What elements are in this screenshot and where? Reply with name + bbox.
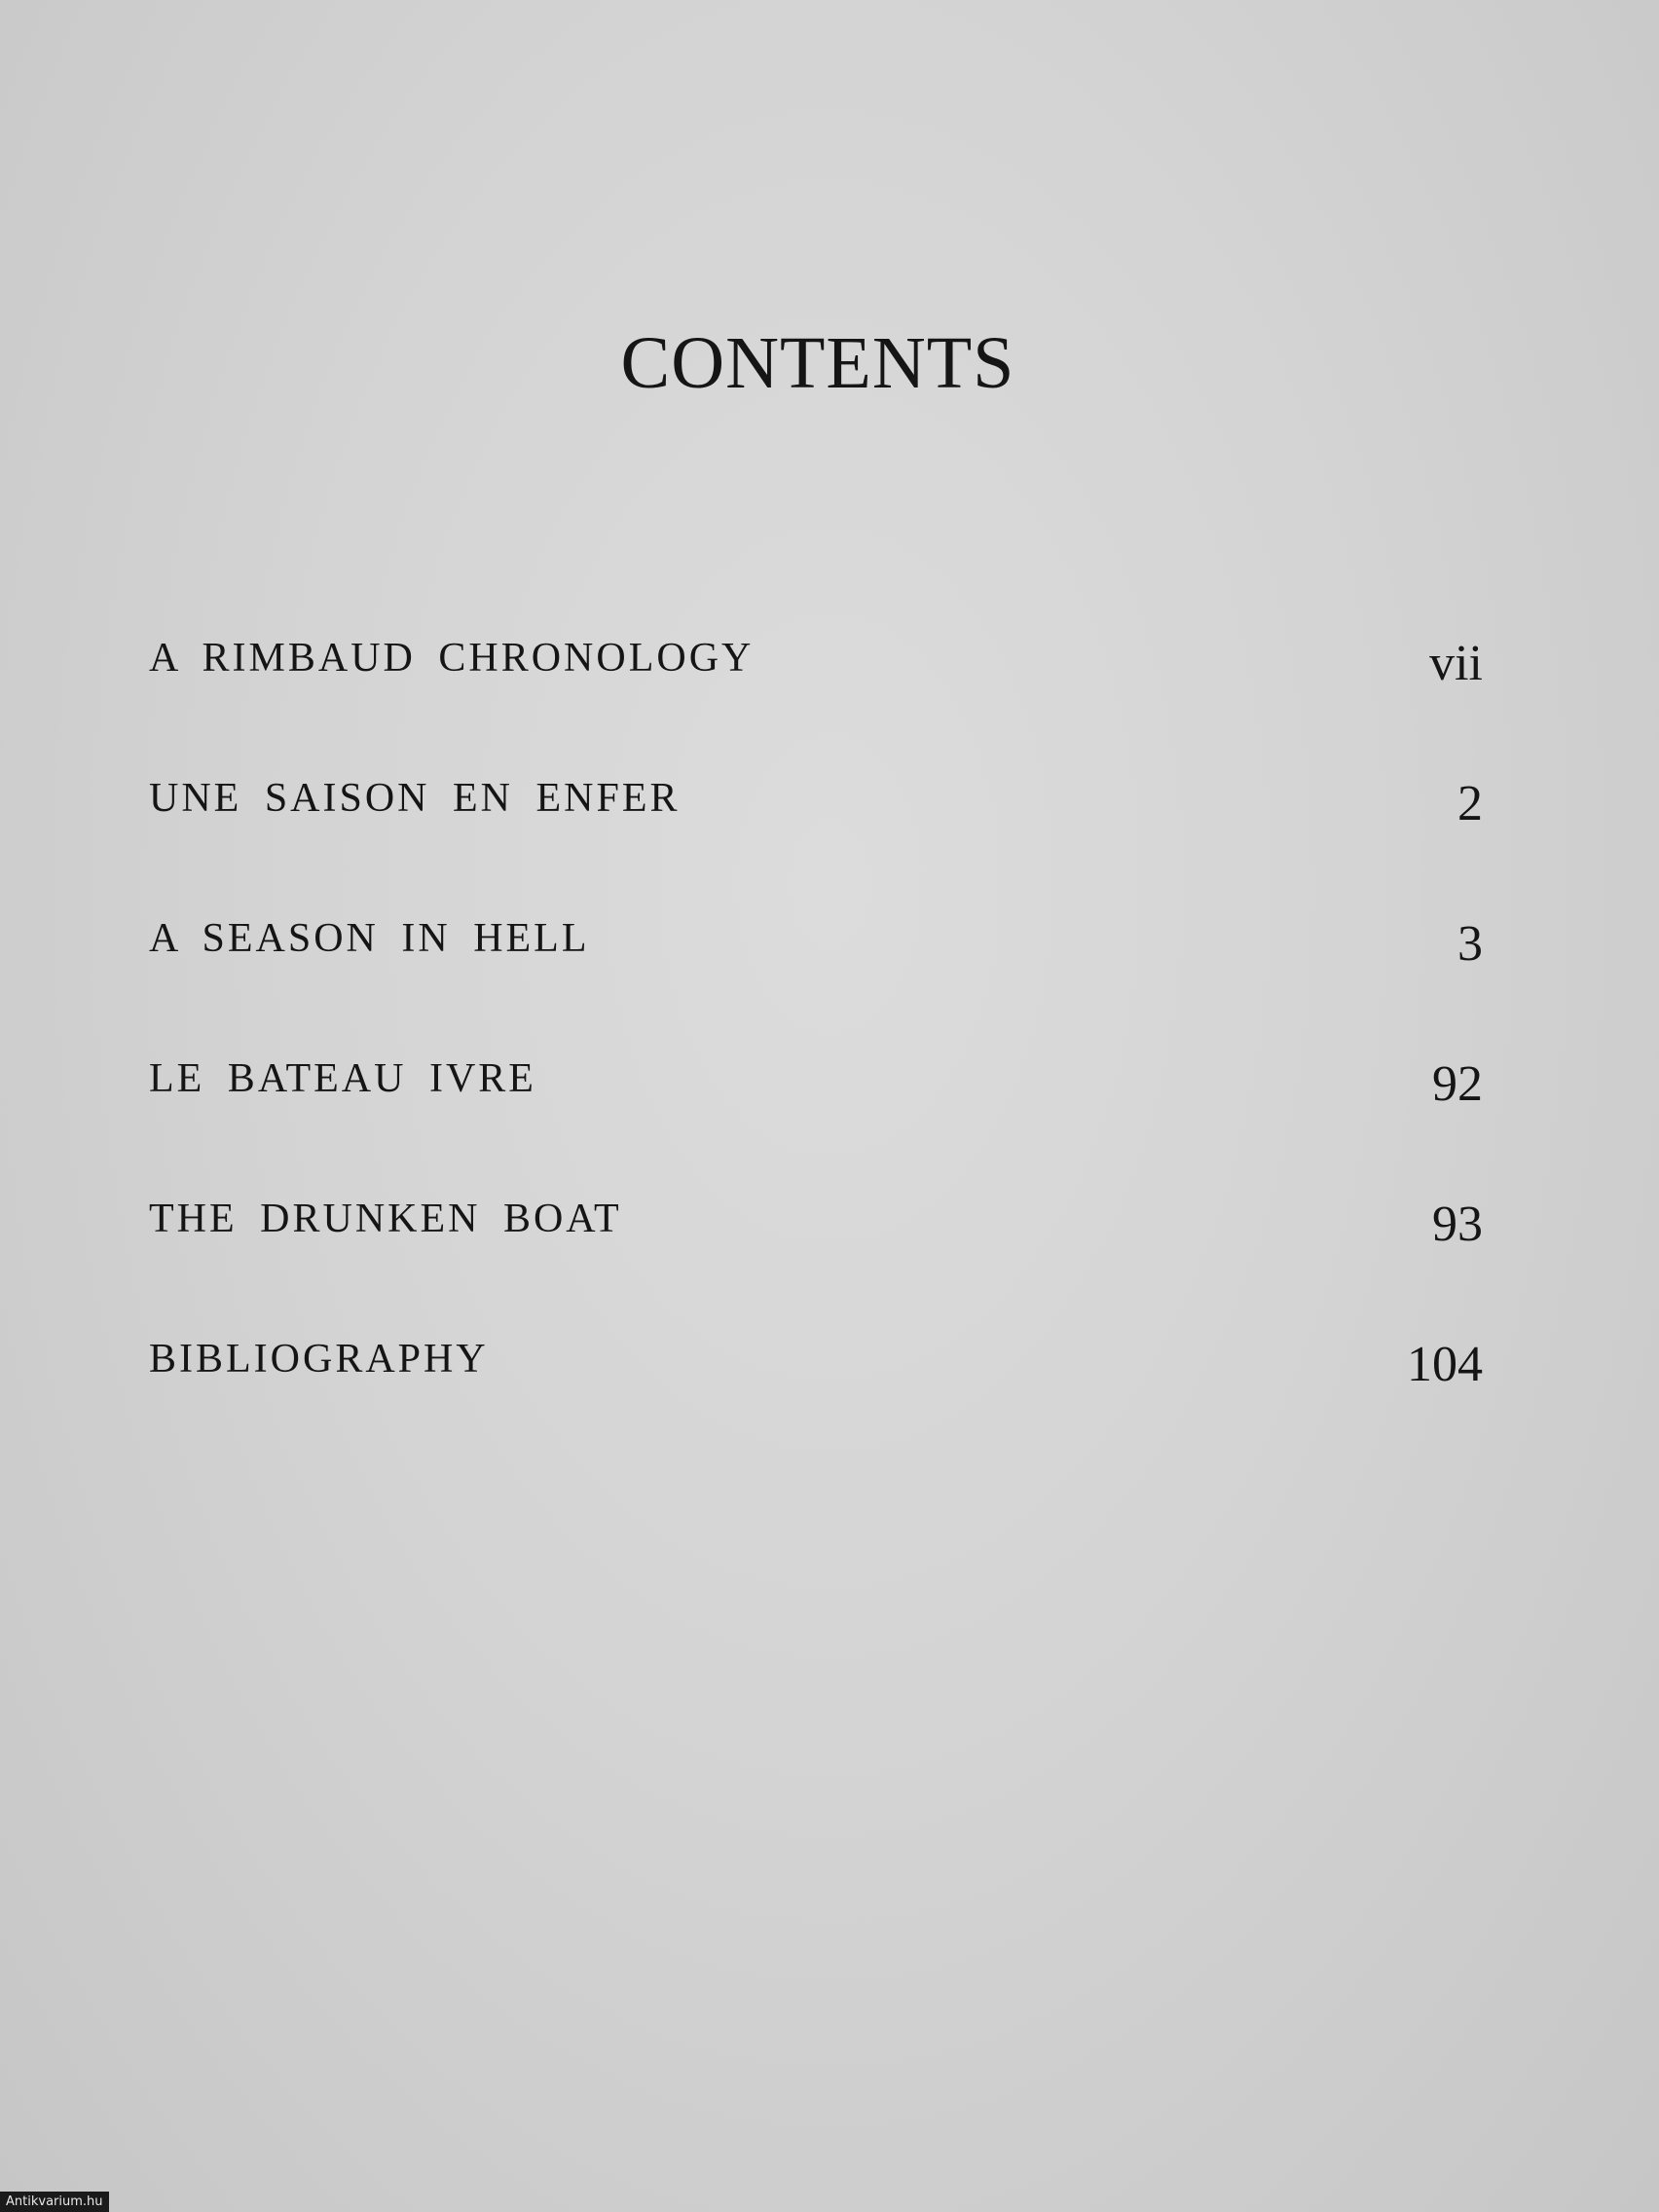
toc-entry-title: UNE SAISON EN ENFER bbox=[149, 776, 681, 821]
toc-entry-page: 93 bbox=[1432, 1197, 1483, 1252]
toc-entry bbox=[149, 903, 1483, 1044]
toc-entry bbox=[149, 763, 1483, 903]
toc-entry-title: A RIMBAUD CHRONOLOGY bbox=[149, 636, 755, 681]
toc-entry-title: BIBLIOGRAPHY bbox=[149, 1337, 489, 1382]
toc-entry-page: vii bbox=[1429, 636, 1483, 691]
toc-entry bbox=[149, 1044, 1483, 1184]
toc-entry bbox=[149, 623, 1483, 763]
toc-entry-page: 92 bbox=[1432, 1056, 1483, 1112]
table-of-contents bbox=[149, 623, 1483, 1464]
toc-entry-title: LE BATEAU IVRE bbox=[149, 1056, 536, 1101]
toc-entry bbox=[149, 1324, 1483, 1464]
toc-entry-page: 2 bbox=[1457, 776, 1483, 831]
toc-entry-page: 104 bbox=[1407, 1337, 1483, 1392]
toc-entry-page: 3 bbox=[1457, 916, 1483, 972]
toc-entry-title: THE DRUNKEN BOAT bbox=[149, 1197, 622, 1241]
watermark: Antikvarium.hu bbox=[0, 2192, 109, 2212]
toc-entry bbox=[149, 1184, 1483, 1324]
toc-entry-title: A SEASON IN HELL bbox=[149, 916, 590, 961]
contents-title: CONTENTS bbox=[620, 322, 1015, 404]
